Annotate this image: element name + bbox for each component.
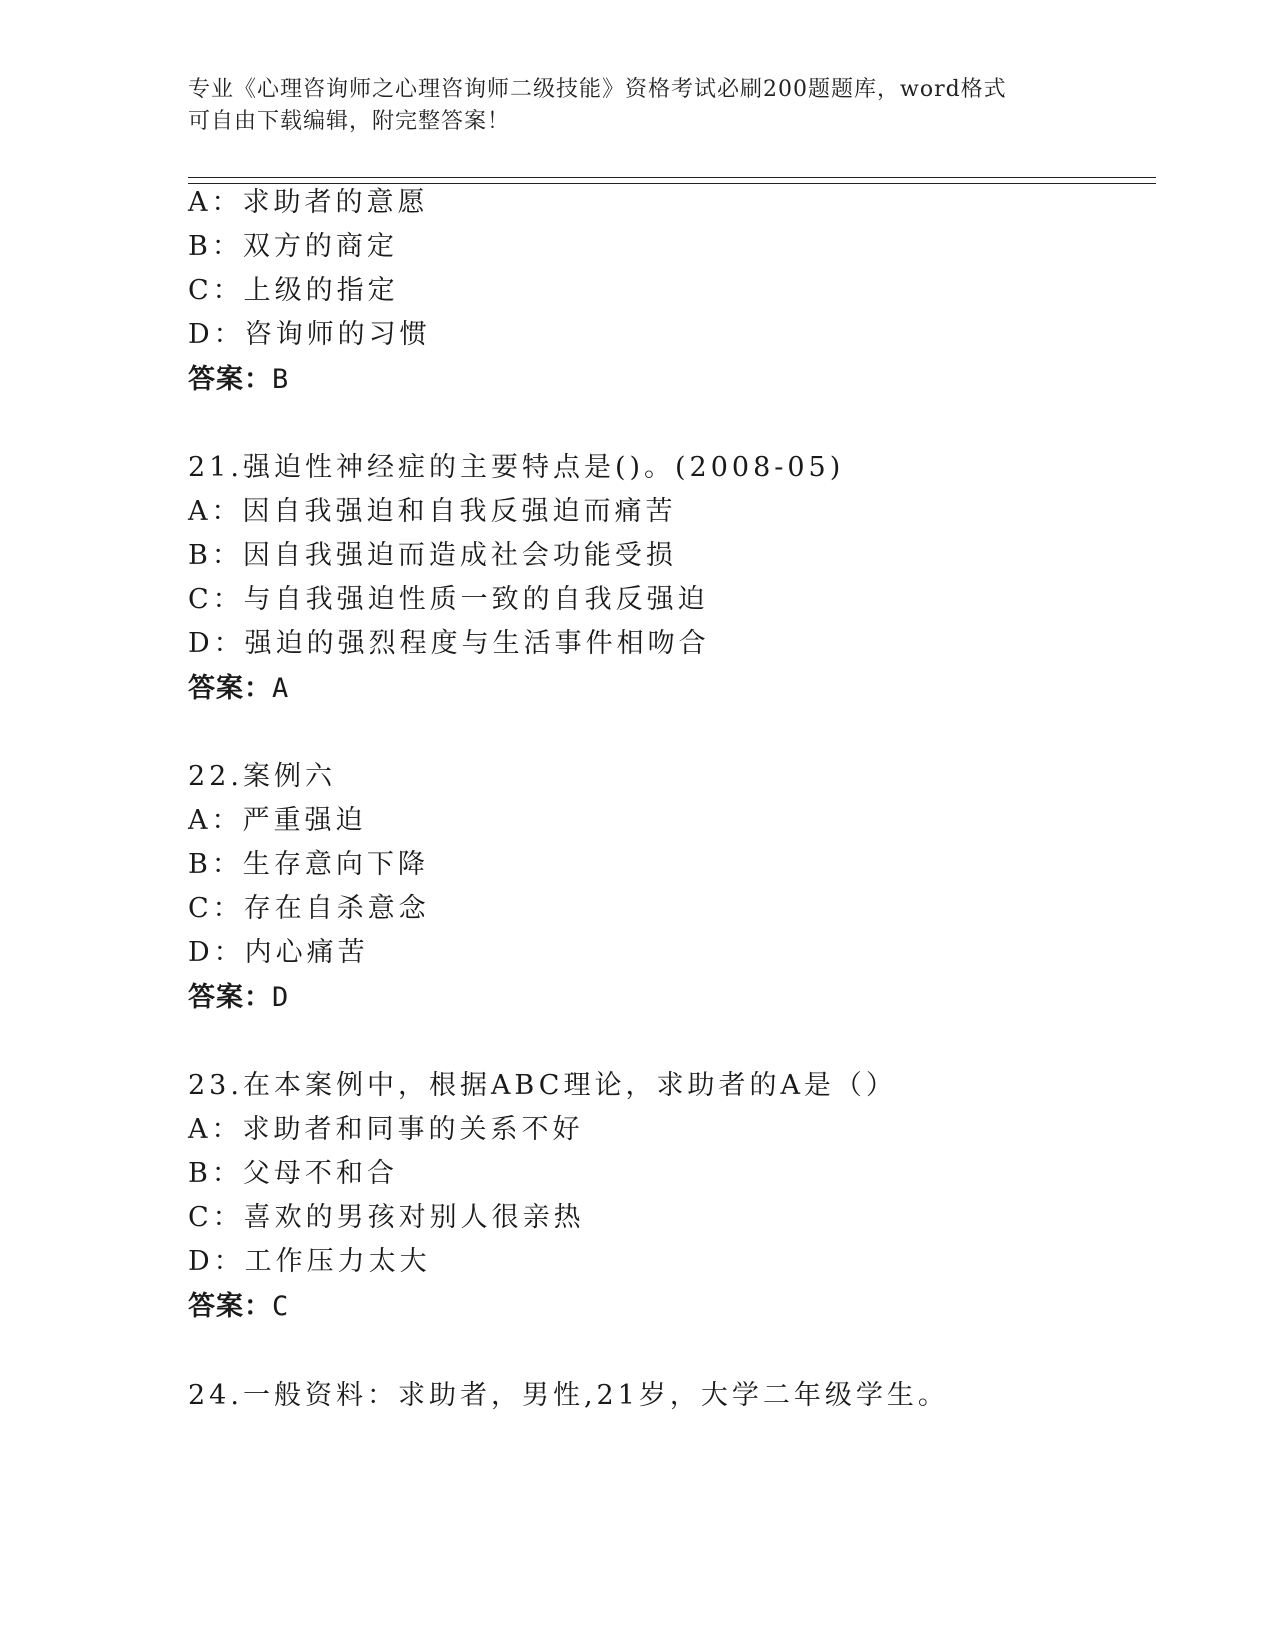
q20-option-b: B：双方的商定 xyxy=(188,231,398,262)
q21-option-b: B：因自我强迫而造成社会功能受损 xyxy=(188,540,677,571)
q22-answer xyxy=(188,980,289,1016)
q20-option-a: A：求助者的意愿 xyxy=(188,187,429,218)
q22-option-a: A：严重强迫 xyxy=(188,805,367,836)
q21-option-d: D：强迫的强烈程度与生活事件相吻合 xyxy=(188,628,710,659)
q23-option-a: A：求助者和同事的关系不好 xyxy=(188,1114,584,1145)
q21-answer-value: A xyxy=(272,673,290,704)
header-rule-bottom xyxy=(188,183,1156,184)
q21-answer-label: 答案： xyxy=(188,673,272,704)
q23-answer-label: 答案： xyxy=(188,1291,272,1322)
q22-answer-value: D xyxy=(272,982,290,1013)
q20-answer xyxy=(188,362,289,398)
q22-option-c: C：存在自杀意念 xyxy=(188,893,430,924)
q23-answer xyxy=(188,1289,289,1325)
q22-answer-label: 答案： xyxy=(188,982,272,1013)
document-header xyxy=(188,74,1088,138)
q21-option-c: C：与自我强迫性质一致的自我反强迫 xyxy=(188,584,709,615)
q23-answer-value: C xyxy=(272,1291,290,1322)
q23-option-d: D：工作压力太大 xyxy=(188,1246,431,1277)
q23-option-c: C：喜欢的男孩对别人很亲热 xyxy=(188,1202,585,1233)
q24-question: 24.一般资料：求助者，男性,21岁，大学二年级学生。 xyxy=(188,1380,949,1411)
q20-option-d: D：咨询师的习惯 xyxy=(188,319,431,350)
q21-question: 21.强迫性神经症的主要特点是()。(2008-05) xyxy=(188,452,845,483)
header-line-1: 专业《心理咨询师之心理咨询师二级技能》资格考试必刷200题题库，word格式 xyxy=(188,77,1007,102)
header-line-2: 可自由下载编辑，附完整答案！ xyxy=(188,109,511,134)
q23-question: 23.在本案例中，根据ABC理论，求助者的A是（） xyxy=(188,1070,897,1101)
q22-question: 22.案例六 xyxy=(188,761,336,792)
q21-answer xyxy=(188,671,289,707)
q20-answer-value: B xyxy=(272,364,290,395)
q20-answer-label: 答案： xyxy=(188,364,272,395)
header-rule-top xyxy=(188,177,1156,178)
q23-option-b: B：父母不和合 xyxy=(188,1158,398,1189)
q21-option-a: A：因自我强迫和自我反强迫而痛苦 xyxy=(188,496,677,527)
q22-option-b: B：生存意向下降 xyxy=(188,849,429,880)
q22-option-d: D：内心痛苦 xyxy=(188,937,369,968)
q20-option-c: C：上级的指定 xyxy=(188,275,399,306)
